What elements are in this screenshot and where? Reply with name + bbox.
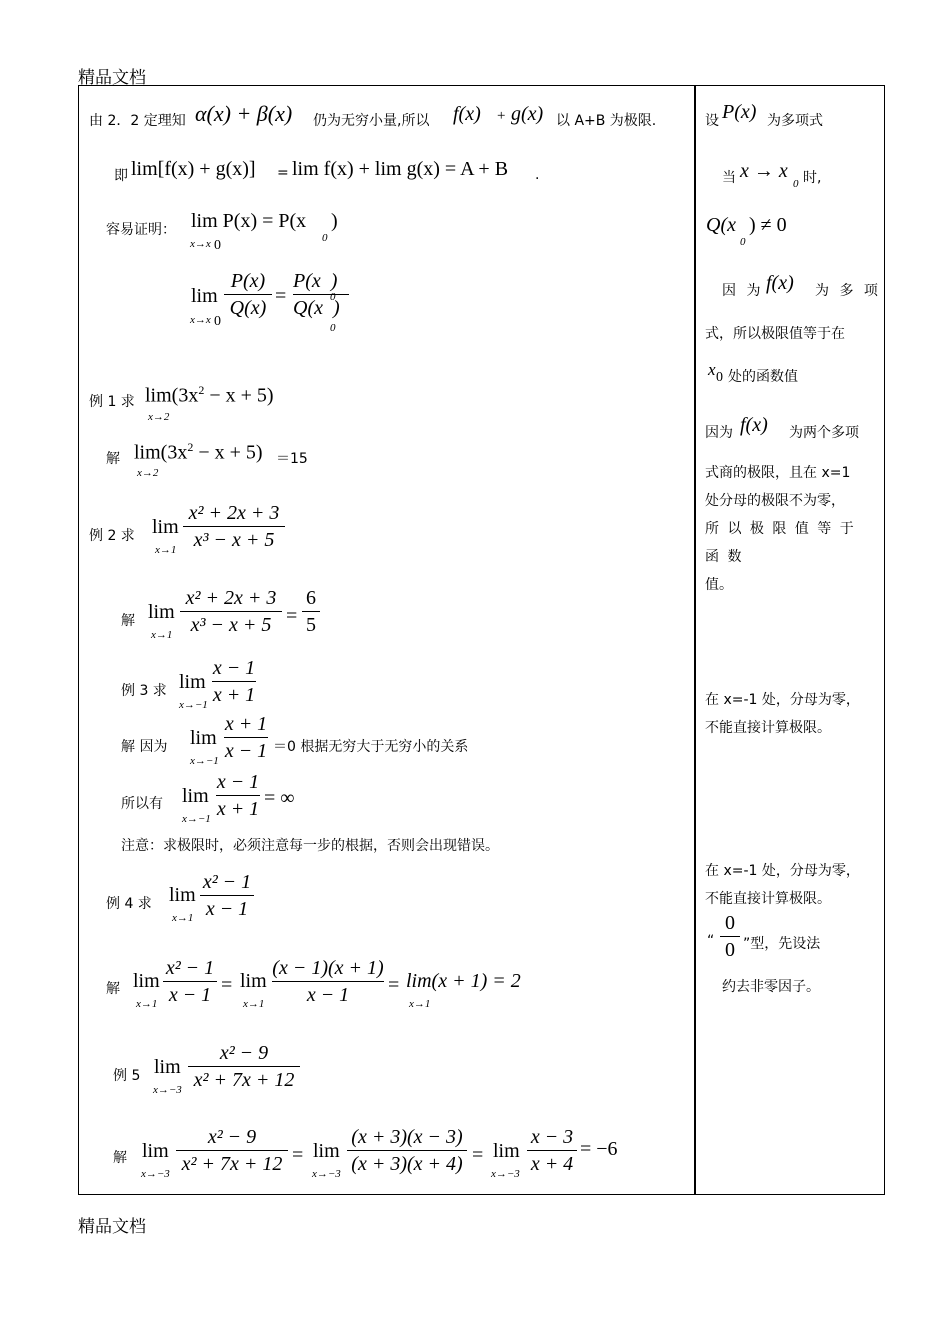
sol5-sub1: x→−3: [141, 1168, 170, 1180]
easy-frac-px0-qx0: P(x ) Q(x ): [293, 268, 349, 321]
sol2-label: 解: [121, 613, 135, 629]
ex4-sub: x→1: [172, 912, 194, 924]
side-n3-text: ”型，先设法: [743, 936, 821, 952]
ex5-lim: lim: [154, 1056, 181, 1078]
ex4-label: 例 4 求: [106, 896, 152, 912]
sol5-lim2: lim: [313, 1140, 340, 1162]
so-lim: lim: [182, 785, 209, 807]
sol4-sub3: x→1: [409, 998, 431, 1010]
sol3-sub: x→−1: [190, 755, 219, 767]
sol3-lim: lim: [190, 727, 217, 749]
so-label: 所以有: [121, 796, 163, 812]
ex4-frac: x² − 1 x − 1: [200, 869, 254, 922]
easy-frac-px-qx: P(x) Q(x): [224, 268, 272, 321]
ex3-label: 例 3 求: [121, 683, 167, 699]
sol2-result-frac: 6 5: [302, 585, 320, 638]
sol5-sub2: x→−3: [312, 1168, 341, 1180]
sol2-sub: x→1: [151, 629, 173, 641]
sol1-result: ＝15: [276, 451, 308, 467]
ji-dot: .: [535, 167, 540, 183]
easy-frac-den-sub: 0: [330, 322, 336, 334]
easy-frac-num-sub: 0: [330, 291, 336, 303]
sol5-label: 解: [113, 1150, 127, 1166]
sol3-frac: x + 1 x − 1: [224, 713, 268, 762]
sol1-label: 解: [106, 451, 120, 467]
ex1-expr: $\lim(3x^2 - x + 5)$: [145, 383, 274, 407]
ex5-sub: x→−3: [153, 1084, 182, 1096]
sol5-frac2: (x + 3)(x − 3) (x + 3)(x + 4): [347, 1124, 467, 1177]
ji-left-expr: lim[f(x) + g(x)]: [131, 158, 256, 180]
ex4-lim: lim: [169, 884, 196, 906]
side-n4-text: 约去非零因子。: [722, 979, 820, 995]
ex3-frac: x − 1 x + 1: [212, 657, 256, 706]
page-header: 精品文档: [78, 68, 146, 88]
intro-text-a: 由 2．2 定理知: [89, 113, 186, 129]
sol5-eq1: =: [292, 1144, 304, 1166]
side-zero-over-zero: 0 0: [720, 910, 740, 963]
ex2-lim: lim: [152, 516, 179, 538]
sol4-frac1: x² − 1 x − 1: [163, 955, 217, 1008]
sol1-sub: x→2: [137, 467, 159, 479]
side-s5: 式，所以极限值等于在: [705, 326, 845, 342]
ex5-frac: x² − 9 x² + 7x + 12: [188, 1040, 300, 1093]
ex1-label: 例 1 求: [89, 394, 135, 410]
intro-alpha-beta: α(x) + β(x): [195, 101, 293, 126]
side-s2-b: 时,: [803, 170, 822, 186]
column-divider: [694, 85, 696, 1195]
side-s6-sub: 0: [716, 370, 723, 385]
sol5-lim1: lim: [142, 1140, 169, 1162]
sol5-lim3: lim: [493, 1140, 520, 1162]
side-s2-sub: 0: [793, 178, 799, 190]
so-result: = ∞: [264, 787, 295, 809]
sol4-label: 解: [106, 981, 120, 997]
side-note-domain: 式商的极限，且在 x=1 处分母的极限不为零， 所 以 极 限 值 等 于 函 数 值。: [705, 465, 856, 593]
sol5-sub3: x→−3: [491, 1168, 520, 1180]
side-s7-a: 因为: [705, 425, 733, 441]
sol4-last: lim(x + 1) = 2: [406, 970, 521, 992]
sol4-lim1: lim: [133, 970, 160, 992]
intro-text-b: 仍为无穷小量,所以: [313, 113, 430, 129]
so-sub: x→−1: [182, 813, 211, 825]
content-table: [78, 85, 885, 1195]
side-s1-b: 为多项式: [767, 113, 823, 129]
intro-plus: +: [497, 108, 506, 124]
sol4-frac2: (x − 1)(x + 1) x − 1: [272, 957, 384, 1006]
sol5-frac3: x − 3 x + 4: [527, 1124, 577, 1177]
ji-label: 即: [114, 168, 128, 184]
ex1-sub: x→2: [148, 411, 170, 423]
side-s2-expr: x → x: [740, 160, 788, 182]
sol5-frac1: x² − 9 x² + 7x + 12: [176, 1124, 288, 1177]
easy-lim-expr: lim P(x) = P(x: [191, 210, 307, 232]
side-note-2: 在 x=-1 处，分母为零， 不能直接计算极限。: [705, 863, 860, 907]
ex2-frac: x² + 2x + 3 x³ − x + 5: [183, 500, 285, 553]
sol4-eq1: =: [221, 974, 233, 996]
ji-eq: =: [277, 165, 289, 181]
easy-lim2-sub: x→x: [190, 314, 211, 326]
side-note-1: 在 x=-1 处，分母为零， 不能直接计算极限。: [705, 692, 860, 736]
sol4-lim2: lim: [240, 970, 267, 992]
side-quote-open: “: [707, 933, 715, 949]
side-s4-fx: f(x): [766, 272, 794, 294]
sol2-eq: =: [286, 605, 298, 627]
page-footer: 精品文档: [78, 1217, 146, 1237]
easy-lim2-sub-0: 0: [214, 314, 221, 329]
ex2-label: 例 2 求: [89, 528, 135, 544]
ji-right-expr: lim f(x) + lim g(x) = A + B: [292, 158, 509, 180]
easy-lim-sub: x→x: [190, 238, 211, 250]
sol4-sub1: x→1: [136, 998, 158, 1010]
side-s3-sub: 0: [740, 236, 746, 248]
ex5-label: 例 5: [113, 1068, 141, 1084]
sol1-expr: $\lim(3x^2 - x + 5)$: [134, 440, 263, 464]
ex2-sub: x→1: [155, 544, 177, 556]
side-s1-a: 设: [705, 113, 719, 129]
side-s3-expr: Q(x: [706, 214, 736, 236]
intro-fx: f(x): [453, 103, 481, 125]
sol4-sub2: x→1: [243, 998, 265, 1010]
sol2-frac: x² + 2x + 3 x³ − x + 5: [180, 585, 282, 638]
warning-note: 注意：求极限时，必须注意每一步的根据，否则会出现错误。: [121, 838, 499, 854]
side-s1-px: P(x): [722, 101, 757, 123]
ex3-lim: lim: [179, 671, 206, 693]
sol3-text: ＝0 根据无穷大于无穷小的关系: [273, 739, 469, 755]
side-s7-b: 为两个多项: [789, 425, 859, 441]
sol4-eq2: =: [388, 974, 400, 996]
easy-close: ): [331, 210, 338, 232]
so-frac: x − 1 x + 1: [216, 771, 260, 820]
ex3-sub: x→−1: [179, 699, 208, 711]
easy-eq: =: [275, 285, 287, 307]
side-s4-a: 因 为: [722, 283, 764, 299]
intro-text-c: 以 A+B 为极限.: [556, 113, 657, 129]
easy-lim-sub-0: 0: [214, 238, 221, 253]
side-s7-fx: f(x): [740, 414, 768, 436]
side-s6-text: 处的函数值: [728, 369, 798, 385]
intro-gx: g(x): [511, 103, 544, 125]
sol3-label: 解 因为: [121, 739, 168, 755]
sol2-lim: lim: [148, 601, 175, 623]
side-s3-rest: ) ≠ 0: [749, 214, 787, 236]
side-s2-a: 当: [722, 170, 736, 186]
side-s6-x0: x: [708, 360, 716, 379]
easy-sub-0: 0: [322, 232, 328, 244]
easy-lim2: lim: [191, 285, 218, 307]
sol5-eq2: =: [472, 1144, 484, 1166]
sol5-final: = −6: [580, 1138, 618, 1160]
side-s4-b: 为 多 项: [815, 283, 881, 299]
easy-label: 容易证明：: [106, 222, 176, 238]
